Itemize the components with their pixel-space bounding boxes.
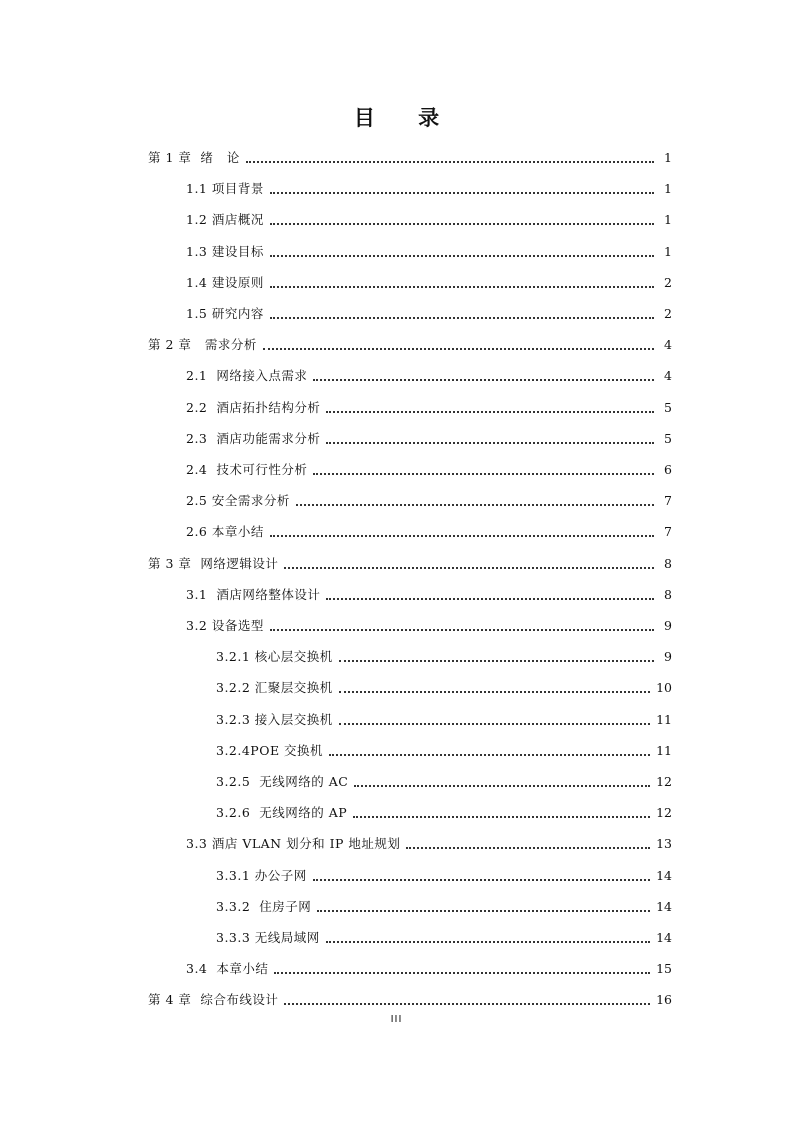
- toc-entry[interactable]: [186, 485, 672, 509]
- toc-entry-page: 11: [656, 742, 672, 758]
- toc-dot-leader: [246, 161, 654, 163]
- toc-entry-page: 6: [664, 462, 672, 477]
- toc-entry[interactable]: [216, 766, 672, 790]
- toc-entry-page: 1: [664, 212, 672, 228]
- toc-entry-label: 1.4 建设原则: [186, 274, 264, 290]
- toc-entry[interactable]: [186, 173, 672, 197]
- toc-entry-label: 第 3 章 网络逻辑设计: [148, 555, 279, 571]
- toc-entry[interactable]: [216, 735, 672, 759]
- toc-entry-label: 2.1 网络接入点需求: [186, 368, 308, 384]
- toc-entry-label: 1.5 研究内容: [186, 306, 264, 321]
- toc-dot-leader: [353, 816, 650, 818]
- toc-entry-page: 13: [656, 836, 672, 852]
- toc-entry[interactable]: [216, 704, 672, 728]
- toc-entry[interactable]: [216, 672, 672, 696]
- toc-entry[interactable]: [186, 828, 672, 852]
- toc-entry-label: 3.2.5 无线网络的 AC: [216, 774, 349, 789]
- toc-entry-page: 2: [664, 274, 672, 290]
- toc-entry[interactable]: [186, 953, 672, 977]
- toc-entry-page: 9: [664, 618, 672, 633]
- toc-entry[interactable]: [186, 516, 672, 540]
- toc-entry-page: 1: [664, 243, 672, 259]
- toc-entry-label: 2.2 酒店拓扑结构分析: [186, 399, 321, 415]
- toc-entry[interactable]: [186, 454, 672, 478]
- toc-entry-label: 3.2.2 汇聚层交换机: [216, 680, 333, 696]
- toc-entry-label: 第 2 章 需求分析: [148, 337, 257, 353]
- toc-dot-leader: [263, 348, 654, 350]
- toc-entry-page: 14: [656, 867, 672, 883]
- toc-entry-page: 5: [664, 430, 672, 446]
- toc-entry[interactable]: [186, 423, 672, 447]
- toc-dot-leader: [326, 411, 654, 413]
- footer-page-number: III: [390, 1014, 403, 1025]
- toc-dot-leader: [313, 879, 650, 881]
- toc-entry[interactable]: [186, 360, 672, 384]
- toc-entry[interactable]: [216, 860, 672, 884]
- toc-entry-page: 9: [664, 649, 672, 665]
- toc-entry-page: 8: [664, 555, 672, 571]
- toc-entry-page: 12: [656, 774, 672, 789]
- page-title: 目 录: [353, 106, 458, 130]
- toc-entry-page: 11: [656, 711, 672, 727]
- toc-entry[interactable]: [216, 891, 672, 915]
- toc-entry[interactable]: [186, 204, 672, 228]
- toc-dot-leader: [326, 941, 650, 943]
- toc-entry-page: 5: [664, 399, 672, 415]
- toc-entry-page: 4: [664, 337, 672, 353]
- toc-entry-label: 3.3.2 住房子网: [216, 898, 312, 914]
- toc-entry-label: 3.1 酒店网络整体设计: [186, 586, 321, 602]
- toc-entry-label: 1.1 项目背景: [186, 181, 264, 197]
- toc-dot-leader: [270, 535, 654, 537]
- toc-entry-page: 4: [664, 368, 672, 384]
- toc-dot-leader: [284, 1003, 650, 1005]
- toc-dot-leader: [270, 286, 654, 288]
- toc-entry[interactable]: [216, 641, 672, 665]
- toc-entry-label: 3.2.4POE 交换机: [216, 742, 324, 758]
- toc-entry-label: 2.4 技术可行性分析: [186, 462, 308, 477]
- toc-entry-page: 2: [664, 306, 672, 321]
- toc-entry[interactable]: [216, 922, 672, 946]
- toc-entry[interactable]: [186, 236, 672, 260]
- toc-entry-label: 第 4 章 综合布线设计: [148, 992, 279, 1008]
- toc-entry[interactable]: [186, 392, 672, 416]
- toc-dot-leader: [329, 754, 650, 756]
- toc-dot-leader: [313, 473, 654, 475]
- toc-dot-leader: [270, 223, 654, 225]
- toc-dot-leader: [270, 255, 654, 257]
- toc-entry-label: 3.2.1 核心层交换机: [216, 649, 333, 665]
- toc-entry-label: 3.3 酒店 VLAN 划分和 IP 地址规划: [186, 836, 401, 852]
- toc-entry[interactable]: [216, 797, 672, 821]
- toc-entry-label: 3.4 本章小结: [186, 961, 269, 977]
- toc-dot-leader: [406, 847, 650, 849]
- toc-entry-label: 第 1 章 绪 论: [148, 150, 240, 165]
- toc-dot-leader: [270, 317, 654, 319]
- toc-dot-leader: [326, 598, 654, 600]
- toc-entry[interactable]: [186, 579, 672, 603]
- toc-entry[interactable]: [186, 298, 672, 322]
- toc-entry-label: 1.3 建设目标: [186, 243, 264, 259]
- toc-entry-label: 3.2.3 接入层交换机: [216, 711, 333, 727]
- toc-entry-page: 14: [656, 930, 672, 945]
- toc-entry-page: 1: [664, 181, 672, 197]
- toc-entry[interactable]: [148, 329, 672, 353]
- toc-entry[interactable]: [148, 548, 672, 572]
- toc-entry-label: 2.6 本章小结: [186, 524, 264, 540]
- toc-dot-leader: [339, 723, 650, 725]
- toc-dot-leader: [274, 972, 650, 974]
- toc-entry-page: 14: [656, 898, 672, 914]
- toc-dot-leader: [270, 629, 654, 631]
- toc-dot-leader: [296, 504, 654, 506]
- toc-entry[interactable]: [148, 142, 672, 166]
- toc-dot-leader: [354, 785, 650, 787]
- toc-entry[interactable]: [186, 610, 672, 634]
- toc-dot-leader: [326, 442, 654, 444]
- toc-dot-leader: [313, 379, 654, 381]
- toc-entry[interactable]: [186, 267, 672, 291]
- toc-entry-label: 2.5 安全需求分析: [186, 493, 290, 509]
- toc-entry-label: 3.3.3 无线局域网: [216, 930, 320, 945]
- toc-entry-label: 3.2.6 无线网络的 AP: [216, 805, 348, 821]
- toc-entry-page: 16: [656, 992, 672, 1008]
- toc-entry-label: 1.2 酒店概况: [186, 212, 264, 228]
- toc-entry-page: 1: [664, 150, 672, 165]
- toc-dot-leader: [339, 660, 654, 662]
- toc-entry-page: 8: [664, 586, 672, 602]
- toc-dot-leader: [317, 910, 650, 912]
- toc-entry-label: 2.3 酒店功能需求分析: [186, 430, 321, 446]
- toc-dot-leader: [270, 192, 654, 194]
- toc-dot-leader: [284, 567, 654, 569]
- toc-entry[interactable]: [148, 984, 672, 1008]
- toc-entry-label: 3.2 设备选型: [186, 618, 264, 633]
- toc-entry-page: 7: [664, 493, 672, 509]
- toc-entry-page: 12: [656, 805, 672, 821]
- toc-entry-page: 15: [656, 961, 672, 977]
- toc-entry-page: 10: [656, 680, 672, 696]
- toc-entry-page: 7: [664, 524, 672, 540]
- toc-entry-label: 3.3.1 办公子网: [216, 867, 307, 883]
- toc-dot-leader: [339, 691, 650, 693]
